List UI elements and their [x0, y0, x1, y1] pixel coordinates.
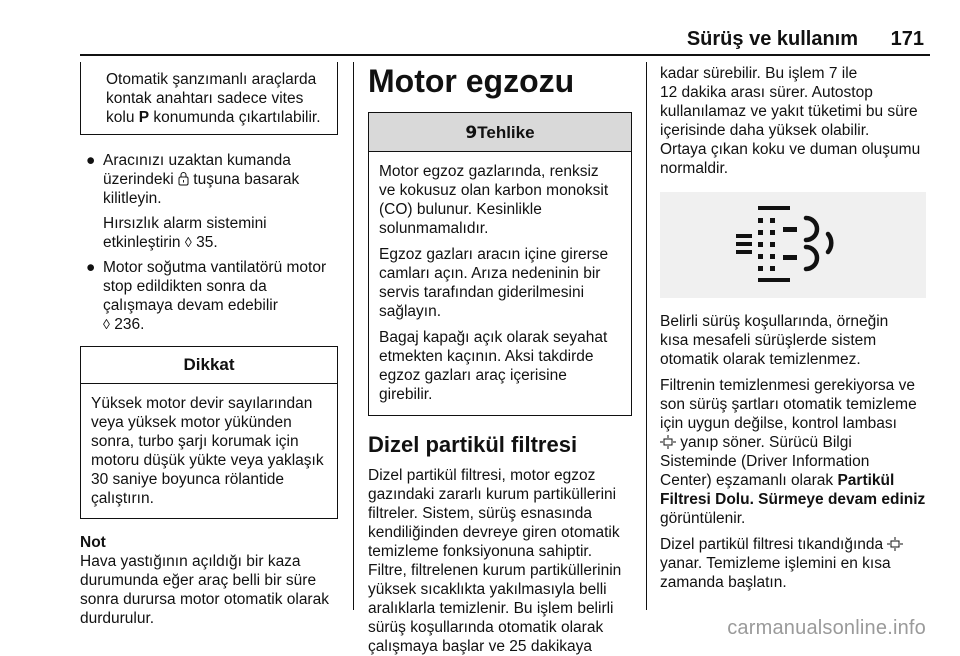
page-reference-icon[interactable]: ◊: [103, 316, 110, 332]
diesel-particulate-filter-icon: [728, 200, 858, 290]
paragraph: Filtrenin temizlenmesi gerekiyorsa ve son sürüş şartları otomatik temizleme için uygun değilse, kontrol lambası yanıp söner. Sürücü Bilgi Sisteminde (Driver Information Center) eşzamanlı olarak Partikül Filtresi Dolu. Sürmeye devam ediniz görüntülenir.: [660, 377, 926, 527]
column-middle: [368, 64, 632, 656]
danger-title-bar: 9Tehlike: [369, 113, 631, 152]
column-right: [660, 64, 926, 599]
paragraph: kadar sürebilir. Bu işlem 7 ile 12 dakika arası sürer. Autostop kullanılamaz ve yakıt tüketimi bu süre içerisinde daha yüksek olabilir. Ortaya çıkan koku ve duman oluşumu normaldir.: [660, 65, 921, 177]
page-header: [0, 0, 960, 54]
note-text: Hava yastığının açıldığı bir kaza durumunda eğer araç belli bir süre sonra durursa motor otomatik olarak durdurulur.: [80, 553, 329, 627]
subsection-heading: Dizel partikül filtresi: [368, 432, 578, 457]
watermark: carmanualsonline.info: [727, 617, 926, 639]
dpf-warning-light-icon: [887, 537, 903, 551]
note-title: Not: [80, 534, 106, 551]
bullet-dot: ●: [86, 152, 96, 169]
note-box-top: Otomatik şanzımanlı araçlarda kontak anahtarı sadece vites kolu P konumunda çıkartılabilir.: [80, 62, 338, 135]
page-number: 171: [890, 28, 924, 50]
section-heading: Motor egzozu: [368, 63, 575, 99]
caution-box: Dikkat Yüksek motor devir sayılarından veya yüksek motor yükünden sonra, turbo şarjı korumak için motoru düşük yükte veya yaklaşık 30 saniye boyunca rölantide çalıştırın.: [80, 346, 338, 519]
bullet-list: [80, 151, 338, 334]
paragraph: Belirli sürüş koşullarında, örneğin kısa mesafeli sürüşlerde sistem otomatik olarak temizlenmez.: [660, 313, 889, 368]
list-item: ● Aracınızı uzaktan kumanda üzerindeki tuşuna basarak kilitleyin. Hırsızlık alarm sistemini etkinleştirin ◊ 35.: [86, 152, 300, 251]
paragraph: Dizel partikül filtresi tıkandığında yanar. Temizleme işlemini en kısa zamanda başlatın.: [660, 535, 926, 592]
column-divider: [353, 62, 354, 610]
bullet-dot: ●: [86, 259, 96, 276]
dpf-icon-figure: [660, 192, 926, 298]
page-reference-icon[interactable]: ◊: [184, 234, 192, 250]
header-rule: [80, 54, 930, 56]
column-divider: [646, 62, 647, 610]
column-left: [80, 64, 338, 628]
list-item: ● Motor soğutma vantilatörü motor stop edildikten sonra da çalışmaya devam edebilir ◊ 236.: [86, 259, 327, 333]
danger-box: 9Tehlike Motor egzoz gazlarında, renksiz ve kokusuz olan karbon monoksit (CO) bulunur. Kesinlikle solunmamalıdır. Egzoz gazları aracın içine girerse camları açın. Arıza nedeninin bir servis tarafından giderilmesini sağlayın. Bagaj kapağı açık olarak seyahat etmekten kaçının. Aksi takdirde egzoz gazları araç içerisine girebilir.: [368, 112, 632, 416]
dpf-body-text: Dizel partikül filtresi, motor egzoz gazındaki zararlı kurum partiküllerini filtreler. Sistem, sürüş esnasında kendiliğinden devreye giren otomatik temizleme fonksiyonuna sahiptir. Filtre, filtrelenen kurum partiküllerinin yüksek sıcaklıkta yakılmasıyla belli aralıklarla temizlenir. Bu işlem belirli sürüş koşullarında otomatik olarak çalışmaya başlar ve 25 dakikaya: [368, 467, 622, 655]
lock-key-icon: [178, 171, 189, 186]
header-title: Sürüş ve kullanım: [686, 28, 858, 50]
dpf-warning-light-icon: [660, 435, 676, 449]
warning-triangle-icon: 9: [465, 123, 478, 143]
caution-title: Dikkat: [81, 347, 337, 384]
